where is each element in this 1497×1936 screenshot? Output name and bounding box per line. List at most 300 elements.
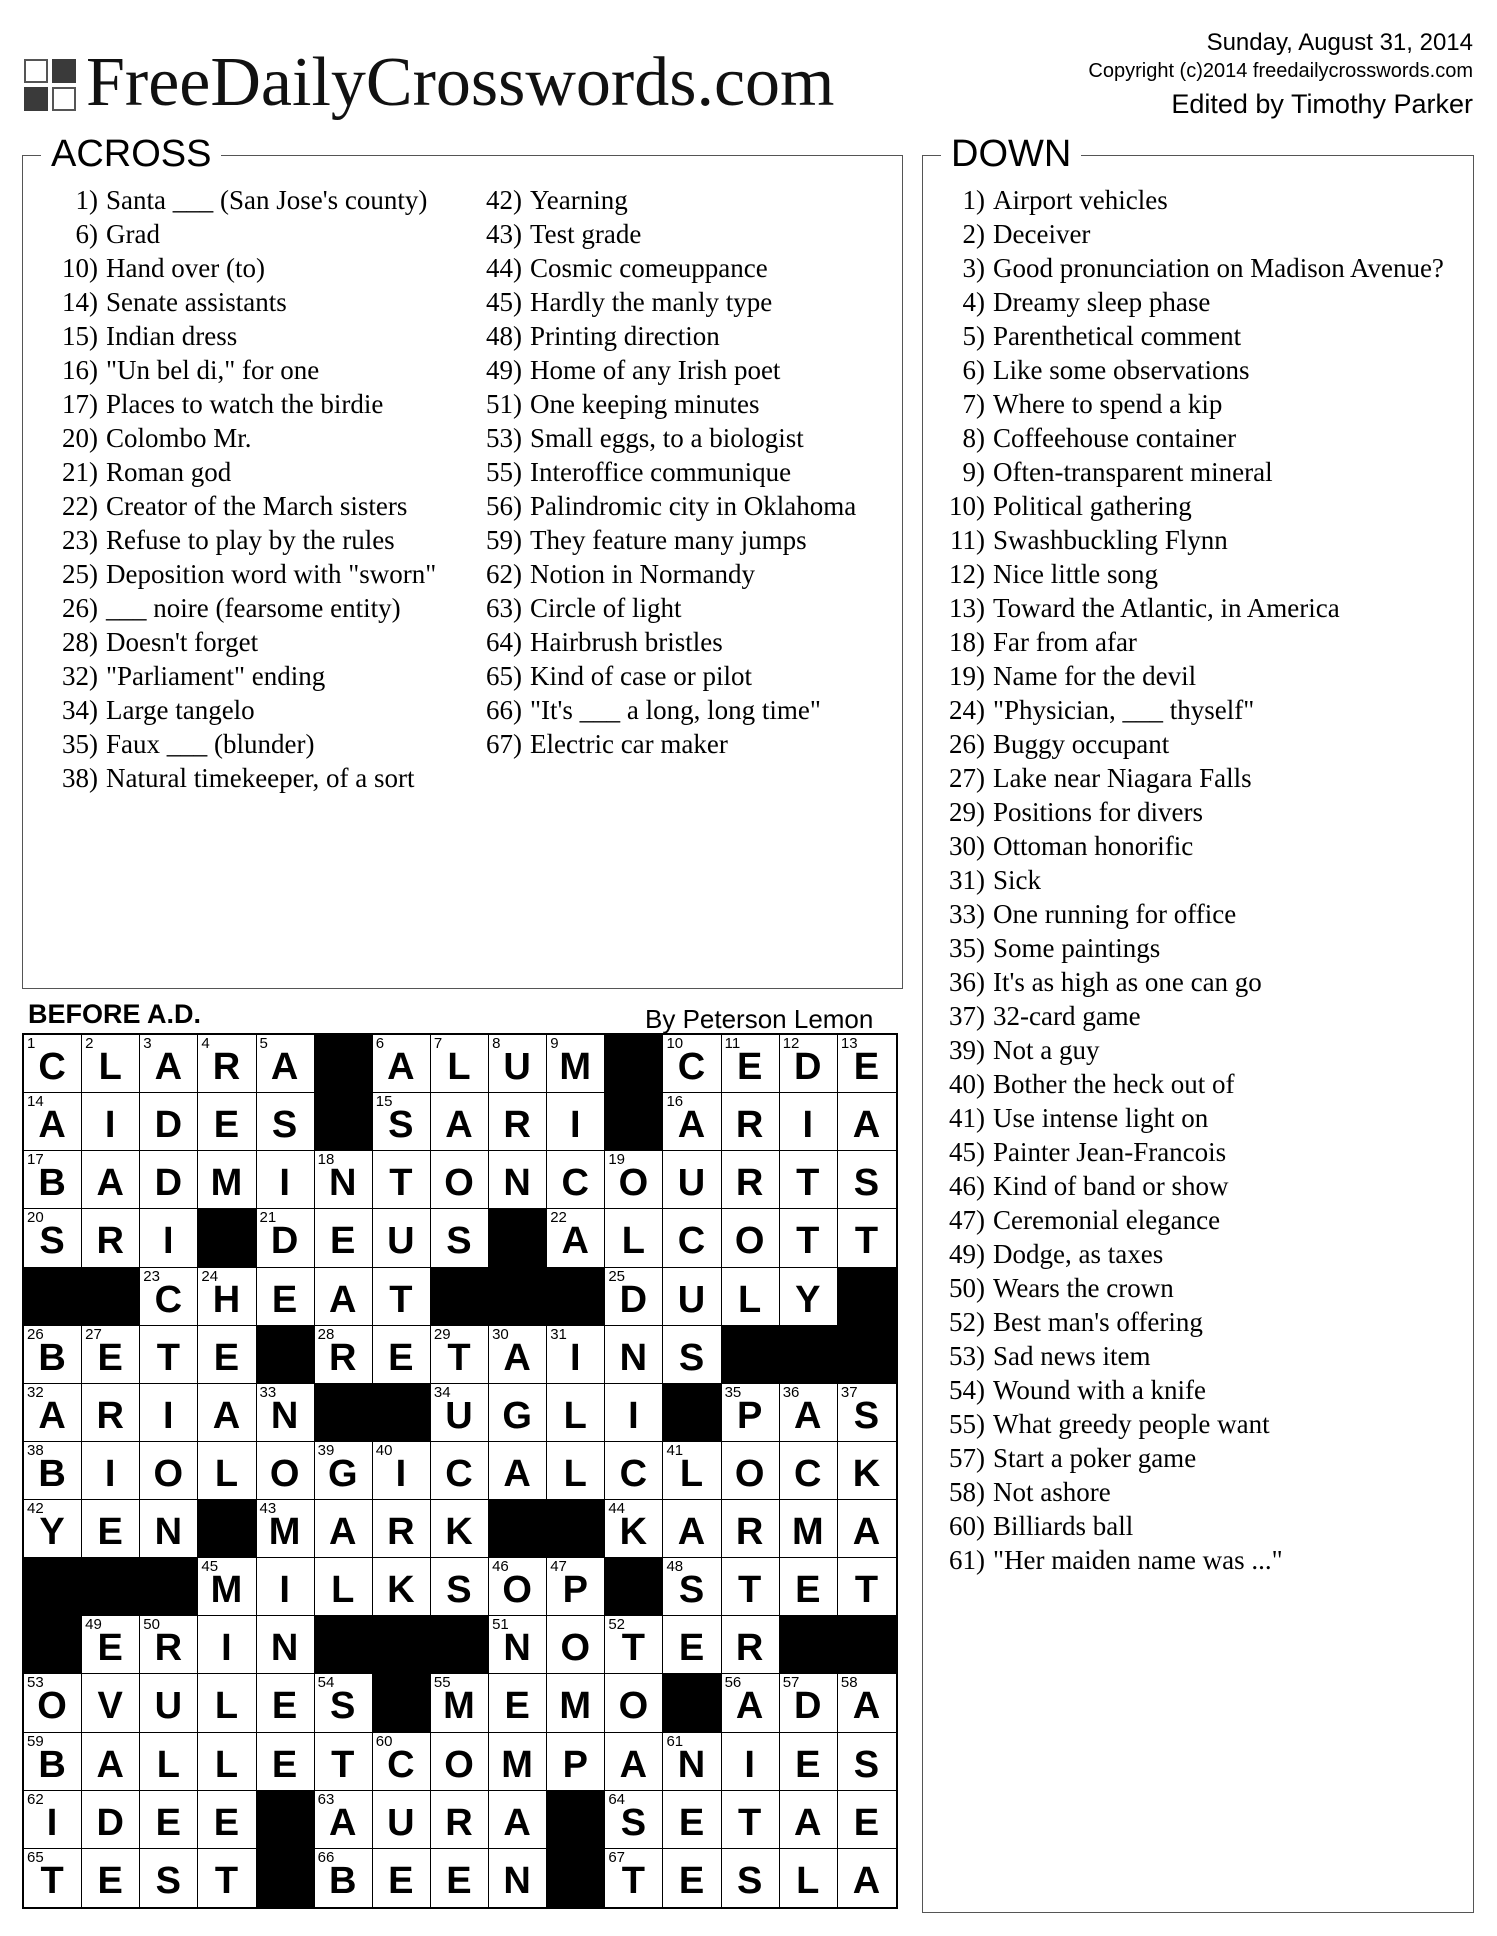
- cell-letter: N: [270, 1394, 300, 1437]
- grid-cell[interactable]: [257, 1151, 315, 1209]
- cell-letter: E: [678, 1627, 706, 1670]
- grid-cell[interactable]: [315, 1733, 373, 1791]
- grid-cell[interactable]: [431, 1674, 489, 1732]
- grid-cell[interactable]: [82, 1442, 140, 1500]
- grid-cell[interactable]: [140, 1093, 198, 1151]
- grid-cell[interactable]: [780, 1093, 838, 1151]
- grid-cell[interactable]: [140, 1442, 198, 1500]
- grid-cell[interactable]: [605, 1268, 663, 1326]
- grid-cell[interactable]: [489, 1326, 547, 1384]
- grid-cell[interactable]: [489, 1791, 547, 1849]
- grid-cell[interactable]: [431, 1326, 489, 1384]
- grid-cell[interactable]: [82, 1093, 140, 1151]
- grid-cell[interactable]: [140, 1209, 198, 1267]
- clue-text: Sad news item: [993, 1341, 1151, 1371]
- cell-letter: E: [271, 1743, 299, 1786]
- cell-letter: M: [559, 1046, 593, 1088]
- clue-text: Name for the devil: [993, 661, 1197, 691]
- grid-cell[interactable]: [780, 1268, 838, 1326]
- black-square: [373, 1384, 431, 1442]
- grid-cell[interactable]: [722, 1268, 780, 1326]
- grid-cell[interactable]: [663, 1442, 721, 1500]
- grid-cell[interactable]: [431, 1558, 489, 1616]
- clue-item: [457, 353, 897, 387]
- grid-cell[interactable]: [198, 1384, 256, 1442]
- clue-number: 56): [486, 491, 522, 521]
- grid-cell[interactable]: [82, 1733, 140, 1791]
- grid-cell[interactable]: [431, 1384, 489, 1442]
- grid-cell[interactable]: [605, 1209, 663, 1267]
- clue-number: 44): [486, 253, 522, 283]
- grid-cell[interactable]: [722, 1849, 780, 1907]
- grid-cell[interactable]: [547, 1035, 605, 1093]
- grid-cell[interactable]: [838, 1209, 896, 1267]
- crossword-grid: [22, 1033, 898, 1909]
- cell-letter: P: [562, 1743, 589, 1786]
- grid-cell[interactable]: [140, 1849, 198, 1907]
- clue-text: What greedy people want: [993, 1409, 1270, 1439]
- grid-cell[interactable]: [547, 1151, 605, 1209]
- grid-cell[interactable]: [547, 1733, 605, 1791]
- grid-cell[interactable]: [315, 1442, 373, 1500]
- cell-letter: L: [156, 1743, 181, 1786]
- cell-letter: E: [155, 1801, 182, 1844]
- grid-cell[interactable]: [373, 1209, 431, 1267]
- grid-cell[interactable]: [315, 1268, 373, 1326]
- clue-text: Far from afar: [993, 627, 1137, 657]
- grid-cell[interactable]: [489, 1849, 547, 1907]
- clue-number: 39): [949, 1035, 985, 1065]
- black-square: [663, 1674, 721, 1732]
- cell-letter: K: [387, 1569, 416, 1612]
- grid-cell[interactable]: [24, 1849, 82, 1907]
- grid-cell[interactable]: [838, 1035, 896, 1093]
- grid-cell[interactable]: [373, 1500, 431, 1558]
- grid-cell[interactable]: [780, 1442, 838, 1500]
- grid-cell[interactable]: [838, 1093, 896, 1151]
- grid-cell[interactable]: [663, 1616, 721, 1674]
- grid-cell[interactable]: [257, 1442, 315, 1500]
- cell-letter: R: [735, 1104, 765, 1147]
- grid-cell[interactable]: [257, 1384, 315, 1442]
- grid-cell[interactable]: [605, 1326, 663, 1384]
- grid-cell[interactable]: [373, 1849, 431, 1907]
- grid-cell[interactable]: [82, 1209, 140, 1267]
- cell-letter: B: [38, 1452, 67, 1495]
- grid-cell[interactable]: [315, 1849, 373, 1907]
- grid-cell[interactable]: [722, 1442, 780, 1500]
- grid-cell[interactable]: [82, 1674, 140, 1732]
- black-square: [780, 1326, 838, 1384]
- grid-cell[interactable]: [198, 1558, 256, 1616]
- clue-text: "Physician, ___ thyself": [993, 695, 1255, 725]
- grid-cell[interactable]: [24, 1674, 82, 1732]
- grid-cell[interactable]: [722, 1674, 780, 1732]
- cell-letter: A: [503, 1801, 532, 1844]
- grid-cell[interactable]: [257, 1733, 315, 1791]
- clue-item: [457, 693, 897, 727]
- cell-letter: T: [854, 1569, 880, 1612]
- grid-cell[interactable]: [315, 1558, 373, 1616]
- grid-cell[interactable]: [257, 1268, 315, 1326]
- grid-cell[interactable]: [198, 1733, 256, 1791]
- black-square: [489, 1209, 547, 1267]
- cell-letter: S: [853, 1162, 881, 1205]
- grid-cell[interactable]: [780, 1733, 838, 1791]
- grid-cell[interactable]: [547, 1326, 605, 1384]
- grid-cell[interactable]: [198, 1326, 256, 1384]
- clue-item: [457, 319, 897, 353]
- clue-number: 40): [949, 1069, 985, 1099]
- grid-cell[interactable]: [605, 1791, 663, 1849]
- grid-cell[interactable]: [24, 1733, 82, 1791]
- grid-cell[interactable]: [198, 1849, 256, 1907]
- grid-cell[interactable]: [722, 1733, 780, 1791]
- grid-cell[interactable]: [24, 1209, 82, 1267]
- grid-cell[interactable]: [489, 1442, 547, 1500]
- cell-number: 32: [27, 1383, 44, 1401]
- cell-letter: T: [156, 1336, 181, 1379]
- grid-cell[interactable]: [140, 1500, 198, 1558]
- cell-letter: I: [46, 1801, 59, 1844]
- black-square: [489, 1268, 547, 1326]
- grid-cell[interactable]: [140, 1268, 198, 1326]
- grid-cell[interactable]: [605, 1674, 663, 1732]
- grid-cell[interactable]: [431, 1791, 489, 1849]
- grid-cell[interactable]: [198, 1616, 256, 1674]
- grid-cell[interactable]: [838, 1500, 896, 1558]
- clue-text: Creator of the March sisters: [106, 491, 408, 521]
- grid-cell[interactable]: [722, 1035, 780, 1093]
- clue-text: Home of any Irish poet: [530, 355, 781, 385]
- grid-cell[interactable]: [489, 1151, 547, 1209]
- cell-letter: T: [389, 1278, 414, 1321]
- grid-cell[interactable]: [547, 1442, 605, 1500]
- cell-letter: I: [163, 1394, 175, 1437]
- grid-cell[interactable]: [140, 1674, 198, 1732]
- grid-cell[interactable]: [489, 1558, 547, 1616]
- grid-cell[interactable]: [140, 1616, 198, 1674]
- cell-letter: O: [502, 1569, 533, 1612]
- grid-cell[interactable]: [257, 1209, 315, 1267]
- clue-item: [935, 1237, 1465, 1271]
- cell-letter: U: [677, 1162, 707, 1205]
- grid-cell[interactable]: [547, 1558, 605, 1616]
- grid-cell[interactable]: [838, 1674, 896, 1732]
- down-heading: DOWN: [941, 132, 1081, 176]
- cell-letter: E: [213, 1801, 241, 1844]
- cell-letter: P: [562, 1569, 589, 1612]
- grid-cell[interactable]: [431, 1209, 489, 1267]
- grid-cell[interactable]: [82, 1791, 140, 1849]
- grid-cell[interactable]: [140, 1326, 198, 1384]
- grid-cell[interactable]: [663, 1326, 721, 1384]
- grid-cell[interactable]: [663, 1093, 721, 1151]
- grid-cell[interactable]: [663, 1791, 721, 1849]
- cell-number: 44: [608, 1500, 626, 1518]
- grid-cell[interactable]: [140, 1791, 198, 1849]
- cell-letter: M: [268, 1511, 302, 1554]
- grid-cell[interactable]: [315, 1500, 373, 1558]
- black-square: [605, 1093, 663, 1151]
- grid-cell[interactable]: [373, 1442, 431, 1500]
- grid-cell[interactable]: [663, 1151, 721, 1209]
- grid-cell[interactable]: [257, 1035, 315, 1093]
- grid-cell[interactable]: [663, 1849, 721, 1907]
- grid-cell[interactable]: [82, 1326, 140, 1384]
- grid-cell[interactable]: [373, 1558, 431, 1616]
- site-name: FreeDailyCrosswords.com: [86, 44, 835, 121]
- cell-letter: S: [853, 1743, 881, 1786]
- cell-letter: D: [96, 1801, 125, 1844]
- clue-number: 32): [62, 661, 98, 691]
- grid-cell[interactable]: [431, 1849, 489, 1907]
- grid-cell[interactable]: [82, 1500, 140, 1558]
- cell-letter: D: [794, 1685, 823, 1728]
- cell-letter: G: [327, 1452, 359, 1495]
- grid-cell[interactable]: [838, 1791, 896, 1849]
- grid-cell[interactable]: [315, 1326, 373, 1384]
- grid-cell[interactable]: [431, 1500, 489, 1558]
- cell-number: 26: [27, 1325, 44, 1343]
- cell-letter: O: [734, 1452, 766, 1495]
- grid-cell[interactable]: [780, 1384, 838, 1442]
- grid-cell[interactable]: [431, 1733, 489, 1791]
- clue-text: Kind of case or pilot: [530, 661, 752, 691]
- grid-cell[interactable]: [24, 1035, 82, 1093]
- cell-letter: R: [96, 1394, 125, 1437]
- grid-cell[interactable]: [24, 1791, 82, 1849]
- clue-text: Printing direction: [530, 321, 720, 351]
- black-square: [547, 1791, 605, 1849]
- cell-letter: M: [501, 1743, 534, 1786]
- grid-cell[interactable]: [373, 1093, 431, 1151]
- grid-cell[interactable]: [780, 1674, 838, 1732]
- grid-cell[interactable]: [722, 1093, 780, 1151]
- black-square: [140, 1558, 198, 1616]
- grid-cell[interactable]: [605, 1616, 663, 1674]
- grid-cell[interactable]: [257, 1093, 315, 1151]
- grid-cell[interactable]: [722, 1151, 780, 1209]
- cell-letter: A: [445, 1104, 474, 1147]
- cell-number: 21: [259, 1209, 277, 1227]
- grid-cell[interactable]: [722, 1500, 780, 1558]
- clue-item: [33, 659, 473, 693]
- grid-cell[interactable]: [198, 1035, 256, 1093]
- cell-letter: L: [214, 1685, 240, 1728]
- clue-number: 52): [949, 1307, 985, 1337]
- clue-number: 67): [486, 729, 522, 759]
- clue-number: 16): [62, 355, 98, 385]
- grid-cell[interactable]: [373, 1733, 431, 1791]
- black-square: [547, 1849, 605, 1907]
- cell-number: 17: [27, 1151, 44, 1169]
- grid-cell[interactable]: [198, 1442, 256, 1500]
- black-square: [373, 1616, 431, 1674]
- grid-cell[interactable]: [24, 1093, 82, 1151]
- grid-cell[interactable]: [489, 1093, 547, 1151]
- grid-cell[interactable]: [605, 1733, 663, 1791]
- grid-cell[interactable]: [82, 1616, 140, 1674]
- puzzle-author: By Peterson Lemon: [645, 1004, 874, 1034]
- grid-cell[interactable]: [140, 1035, 198, 1093]
- cell-letter: E: [271, 1278, 299, 1321]
- grid-cell[interactable]: [838, 1151, 896, 1209]
- grid-cell[interactable]: [838, 1558, 896, 1616]
- clue-item: [935, 421, 1465, 455]
- grid-cell[interactable]: [605, 1384, 663, 1442]
- cell-letter: S: [155, 1859, 182, 1902]
- grid-cell[interactable]: [780, 1209, 838, 1267]
- grid-cell[interactable]: [663, 1500, 721, 1558]
- clue-number: 60): [949, 1511, 985, 1541]
- grid-cell[interactable]: [780, 1035, 838, 1093]
- grid-cell[interactable]: [780, 1791, 838, 1849]
- grid-cell[interactable]: [198, 1791, 256, 1849]
- grid-cell[interactable]: [198, 1674, 256, 1732]
- grid-cell[interactable]: [663, 1268, 721, 1326]
- cell-letter: L: [563, 1452, 588, 1495]
- clue-number: 35): [62, 729, 98, 759]
- clue-number: 64): [486, 627, 522, 657]
- grid-cell[interactable]: [605, 1500, 663, 1558]
- grid-cell[interactable]: [663, 1558, 721, 1616]
- clue-number: 11): [950, 525, 985, 555]
- cell-letter: E: [388, 1336, 415, 1379]
- grid-cell[interactable]: [82, 1384, 140, 1442]
- grid-cell[interactable]: [24, 1384, 82, 1442]
- grid-cell[interactable]: [257, 1616, 315, 1674]
- cell-letter: O: [618, 1162, 650, 1205]
- grid-cell[interactable]: [373, 1268, 431, 1326]
- grid-cell[interactable]: [373, 1035, 431, 1093]
- grid-cell[interactable]: [838, 1849, 896, 1907]
- cell-number: 45: [201, 1558, 219, 1576]
- cell-letter: A: [387, 1046, 416, 1088]
- grid-cell[interactable]: [431, 1442, 489, 1500]
- grid-cell[interactable]: [24, 1326, 82, 1384]
- clue-item: [457, 591, 897, 625]
- grid-cell[interactable]: [431, 1151, 489, 1209]
- grid-cell[interactable]: [431, 1093, 489, 1151]
- grid-cell[interactable]: [373, 1791, 431, 1849]
- grid-cell[interactable]: [780, 1151, 838, 1209]
- grid-cell[interactable]: [24, 1500, 82, 1558]
- grid-cell[interactable]: [663, 1733, 721, 1791]
- grid-cell[interactable]: [489, 1035, 547, 1093]
- grid-cell[interactable]: [24, 1442, 82, 1500]
- cell-number: 62: [27, 1790, 44, 1808]
- grid-cell[interactable]: [780, 1849, 838, 1907]
- clue-number: 1): [962, 185, 985, 215]
- grid-cell[interactable]: [722, 1209, 780, 1267]
- grid-cell[interactable]: [140, 1384, 198, 1442]
- clue-item: [935, 455, 1465, 489]
- clue-text: Painter Jean-Francois: [993, 1137, 1227, 1167]
- grid-cell[interactable]: [722, 1791, 780, 1849]
- cell-letter: S: [853, 1394, 881, 1437]
- grid-cell[interactable]: [315, 1151, 373, 1209]
- grid-cell[interactable]: [663, 1035, 721, 1093]
- clue-item: [33, 183, 473, 217]
- grid-cell[interactable]: [489, 1616, 547, 1674]
- grid-cell[interactable]: [198, 1093, 256, 1151]
- grid-cell[interactable]: [547, 1209, 605, 1267]
- clue-item: [457, 659, 897, 693]
- grid-cell[interactable]: [838, 1733, 896, 1791]
- grid-cell[interactable]: [489, 1674, 547, 1732]
- cell-number: 39: [317, 1441, 335, 1459]
- clue-item: [33, 693, 473, 727]
- grid-cell[interactable]: [315, 1674, 373, 1732]
- cell-letter: N: [503, 1162, 532, 1205]
- grid-cell[interactable]: [722, 1384, 780, 1442]
- grid-cell[interactable]: [373, 1151, 431, 1209]
- grid-cell[interactable]: [605, 1151, 663, 1209]
- grid-cell[interactable]: [663, 1209, 721, 1267]
- cell-letter: M: [791, 1511, 825, 1554]
- grid-cell[interactable]: [140, 1733, 198, 1791]
- clue-text: "Her maiden name was ...": [993, 1545, 1283, 1575]
- cell-letter: N: [154, 1511, 184, 1554]
- grid-cell[interactable]: [257, 1500, 315, 1558]
- grid-cell[interactable]: [489, 1733, 547, 1791]
- cell-letter: L: [447, 1046, 472, 1088]
- grid-cell[interactable]: [722, 1616, 780, 1674]
- grid-cell[interactable]: [780, 1558, 838, 1616]
- grid-cell[interactable]: [547, 1616, 605, 1674]
- grid-cell[interactable]: [838, 1442, 896, 1500]
- grid-cell[interactable]: [780, 1500, 838, 1558]
- grid-cell[interactable]: [547, 1384, 605, 1442]
- clue-item: [935, 693, 1465, 727]
- grid-cell[interactable]: [431, 1035, 489, 1093]
- cell-letter: S: [736, 1859, 764, 1902]
- grid-cell[interactable]: [838, 1384, 896, 1442]
- grid-cell[interactable]: [198, 1151, 256, 1209]
- clue-item: [33, 523, 473, 557]
- grid-cell[interactable]: [315, 1791, 373, 1849]
- grid-cell[interactable]: [315, 1209, 373, 1267]
- grid-cell[interactable]: [140, 1151, 198, 1209]
- grid-cell[interactable]: [257, 1674, 315, 1732]
- grid-cell[interactable]: [722, 1558, 780, 1616]
- cell-number: 52: [608, 1616, 626, 1634]
- grid-cell[interactable]: [489, 1384, 547, 1442]
- grid-cell[interactable]: [605, 1849, 663, 1907]
- grid-cell[interactable]: [547, 1093, 605, 1151]
- grid-cell[interactable]: [198, 1268, 256, 1326]
- cell-letter: O: [618, 1685, 650, 1728]
- grid-cell[interactable]: [257, 1558, 315, 1616]
- grid-cell[interactable]: [24, 1151, 82, 1209]
- cell-number: 34: [433, 1383, 451, 1401]
- grid-cell[interactable]: [82, 1035, 140, 1093]
- cell-letter: E: [678, 1801, 706, 1844]
- grid-cell[interactable]: [82, 1151, 140, 1209]
- clue-text: Kind of band or show: [993, 1171, 1229, 1201]
- black-square: [24, 1558, 82, 1616]
- clue-item: [935, 1169, 1465, 1203]
- grid-cell[interactable]: [547, 1674, 605, 1732]
- clue-text: Nice little song: [993, 559, 1158, 589]
- grid-cell[interactable]: [373, 1326, 431, 1384]
- copyright-notice: Copyright (c)2014 freedailycrosswords.com: [1088, 60, 1473, 82]
- grid-cell[interactable]: [82, 1849, 140, 1907]
- clue-number: 19): [949, 661, 985, 691]
- grid-cell[interactable]: [605, 1442, 663, 1500]
- clue-text: Coffeehouse container: [993, 423, 1237, 453]
